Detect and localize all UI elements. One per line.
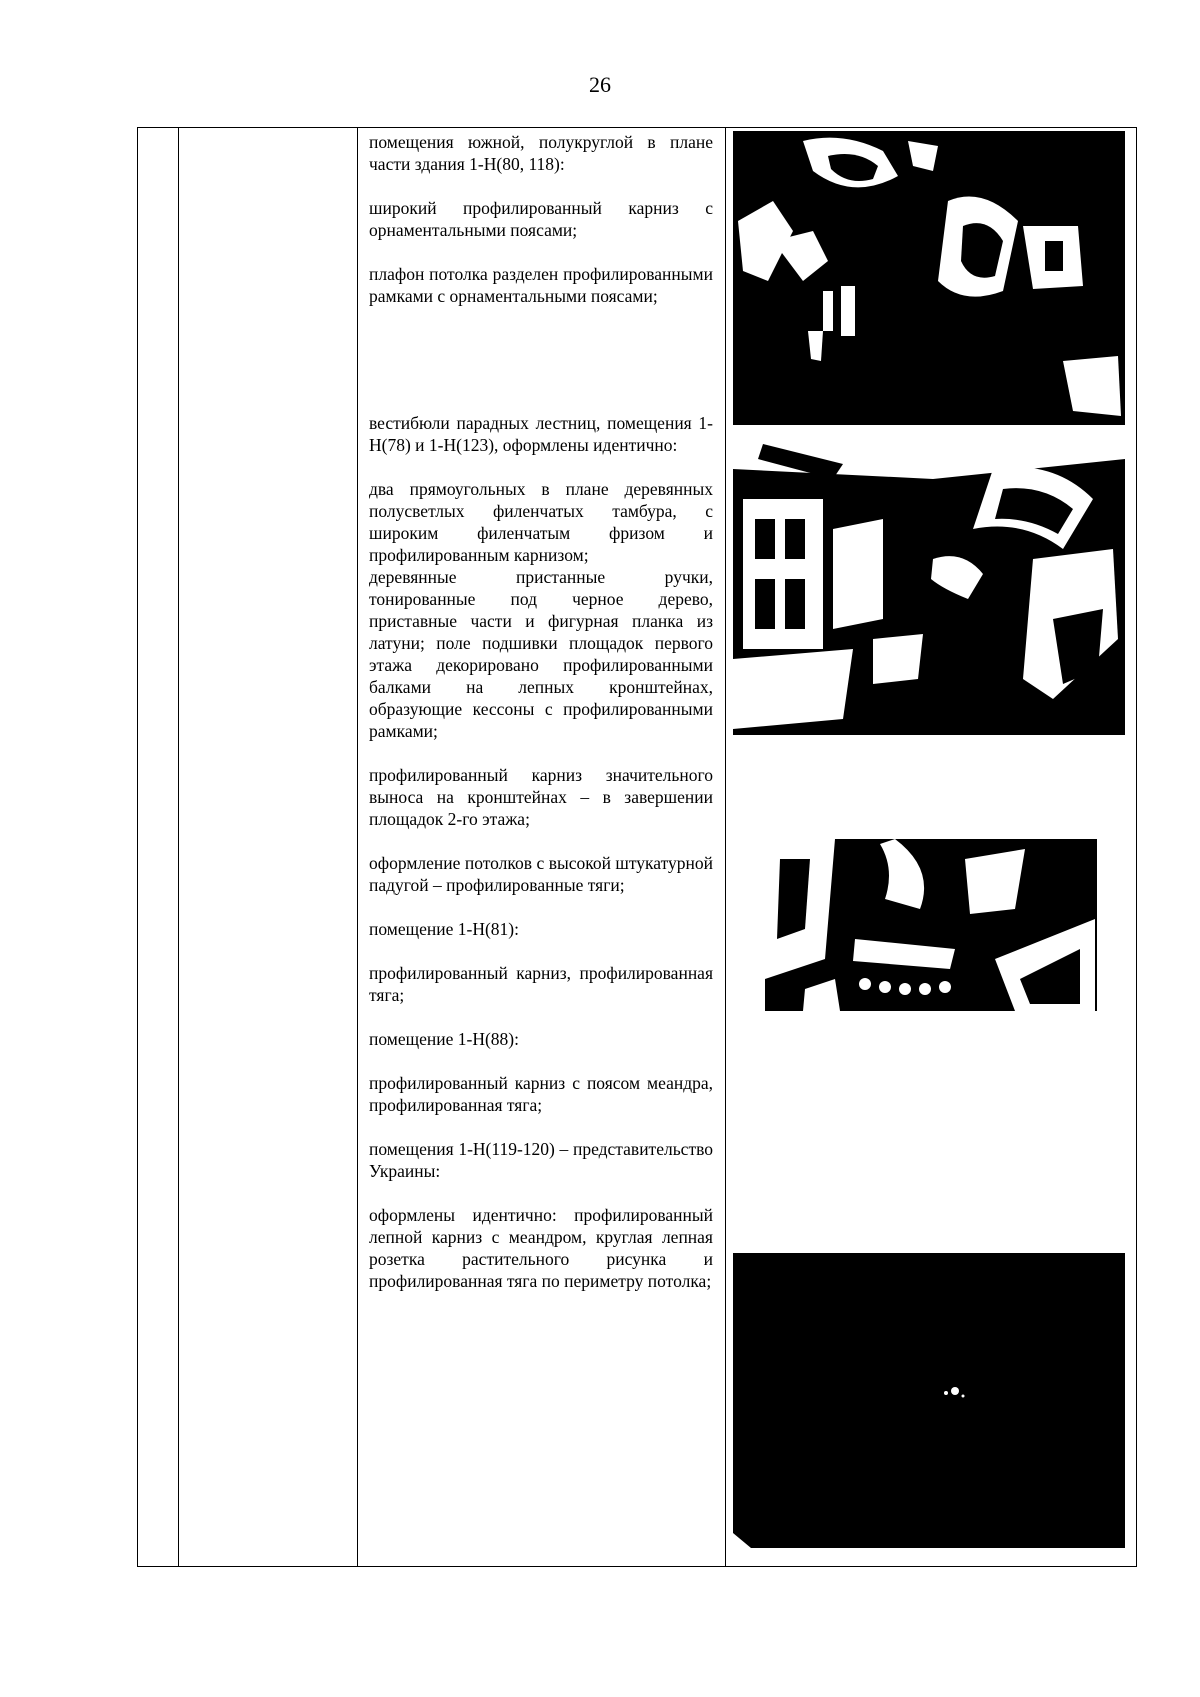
table-column-divider xyxy=(357,128,358,1566)
paragraph: плафон потолка разделен профилированными рамками с орнаментальными поясами; xyxy=(369,264,713,306)
paragraph: профилированный карниз с поясом меандра, профилированная тяга; xyxy=(369,1073,713,1115)
ceiling-rosette-photo xyxy=(733,1253,1125,1548)
staircase-vestibule-photo xyxy=(733,439,1125,735)
page-number: 26 xyxy=(589,72,611,97)
paragraph: широкий профилированный карниз с орнаментальными поясами; xyxy=(369,198,713,240)
paragraph: два прямоугольных в плане деревянных полусветлых филенчатых тамбура, с широким филенчатым фризом и профилированным карнизом; xyxy=(369,479,713,565)
paragraph: профилированный карниз, профилированная тяга; xyxy=(369,963,713,1005)
paragraph-room-heading: вестибюли парадных лестниц, помещения 1-Н(78) и 1-Н(123), оформлены идентично: xyxy=(369,413,713,455)
description-column xyxy=(369,131,713,1292)
paragraph-room-heading: помещения 1-Н(119-120) – представительство Украины: xyxy=(369,1139,713,1181)
ceiling-cornice-photo xyxy=(733,131,1125,425)
paragraph-room-heading: помещение 1-Н(88): xyxy=(369,1029,519,1049)
paragraph: оформлены идентично: профилированный лепной карниз с меандром, круглая лепная розетка растительного рисунка и профилированная тяга по периметру потолка; xyxy=(369,1205,713,1291)
table-column-divider xyxy=(178,128,179,1566)
paragraph: деревянные пристанные ручки, тонированные под черное дерево, приставные части и фигурная планка из латуни; поле подшивки площадок первого этажа декорировано профилированными балками на лепных кронштейнах, образующие кессоны с профилированными рамками; xyxy=(369,567,713,741)
paragraph: оформление потолков с высокой штукатурной падугой – профилированные тяги; xyxy=(369,853,713,895)
table-column-divider xyxy=(725,128,726,1566)
paragraph-room-heading: помещение 1-Н(81): xyxy=(369,919,519,939)
paragraph-room-heading: помещения южной, полукруглой в плане части здания 1-Н(80, 118): xyxy=(369,132,713,174)
bracket-cornice-photo xyxy=(765,839,1097,1011)
paragraph: профилированный карниз значительного выноса на кронштейнах – в завершении площадок 2-го этажа; xyxy=(369,765,713,829)
